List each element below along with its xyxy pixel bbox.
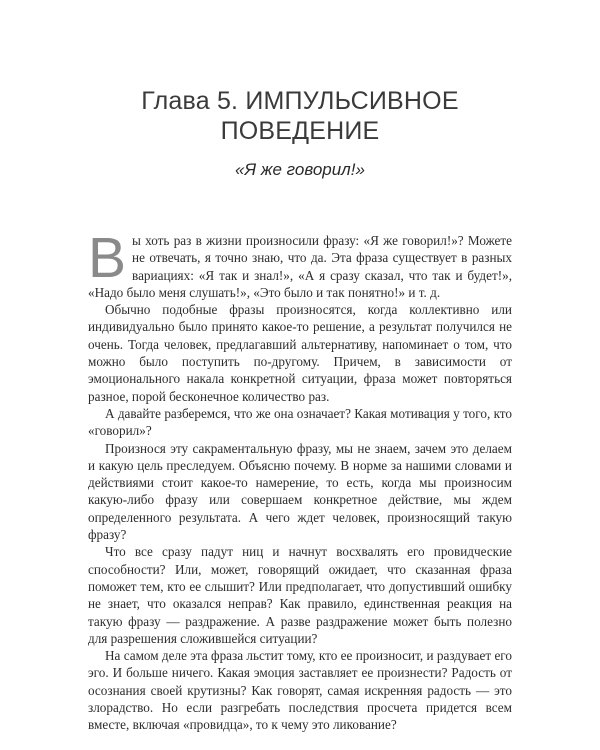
section-epigraph: «Я же говорил!» — [235, 160, 365, 179]
paragraph-4: Произнося эту сакраментальную фразу, мы не знаем, зачем это делаем и какую цель преследуем. Объясню почему. В норме за нашими словами и действиями стоит какое-то намерение, то есть, когда мы произносим какую-либо фразу или совершаем конкретное действие, мы ждем определенного результата. А чего ждет человек, произносящий такую фразу? — [88, 440, 512, 543]
paragraph-2: Обычно подобные фразы произносятся, когда коллективно или индивидуально было принято какое-то решение, а результат получился не очень. Тогда человек, предлагавший альтернативу, напоминает о том, что можно было поступить по-другому. Причем, в зависимости от эмоционального накала конкретной ситуации, фраза может повторяться разное, порой бесконечное количество раз. — [88, 302, 512, 404]
chapter-title-line-2: ПОВЕДЕНИЕ — [220, 117, 380, 145]
drop-cap: В — [88, 226, 127, 290]
paragraph-3: А давайте разберемся, что же она означает? Какая мотивация у того, кто «говорил»? — [88, 405, 512, 439]
paragraph-1-text: ы хоть раз в жизни произносили фразу: «Я же говорил!»? Можете не отвечать, я точно знаю, что да. Эта фраза существует в разных вариациях: «Я так и знал!», «А я сразу сказал, что так и будет!», «Надо было меня слушать!», «Это было и так понятно!» и т. д. — [88, 233, 512, 300]
paragraph-1 — [88, 226, 512, 301]
paragraph-5: Что все сразу падут ниц и начнут восхвалять его провидческие способности? Или, может, говорящий ожидает, что сказанная фраза поможет тем, кто ее слышит? Или предполагает, что допустивший ошибку не знает, что оказался неправ? Как правило, единственная реакция на такую фразу — раздражение. А разве раздражение может быть полезно для разрешения сложившейся ситуации? — [88, 544, 512, 646]
chapter-title-line-1: Глава 5. ИМПУЛЬСИВНОЕ — [141, 87, 459, 115]
body-text — [88, 226, 512, 734]
chapter-title — [0, 86, 600, 146]
paragraph-6: На самом деле эта фраза льстит тому, кто ее произносит, и раздувает его эго. И больше ничего. Какая эмоция заставляет ее произнести? Радость от осознания своей крутизны? Как говорят, самая искренняя радость — это злорадство. Но если разгребать последствия просчета придется всем вместе, включая «провидца», то к чему это ликование? — [88, 648, 512, 733]
